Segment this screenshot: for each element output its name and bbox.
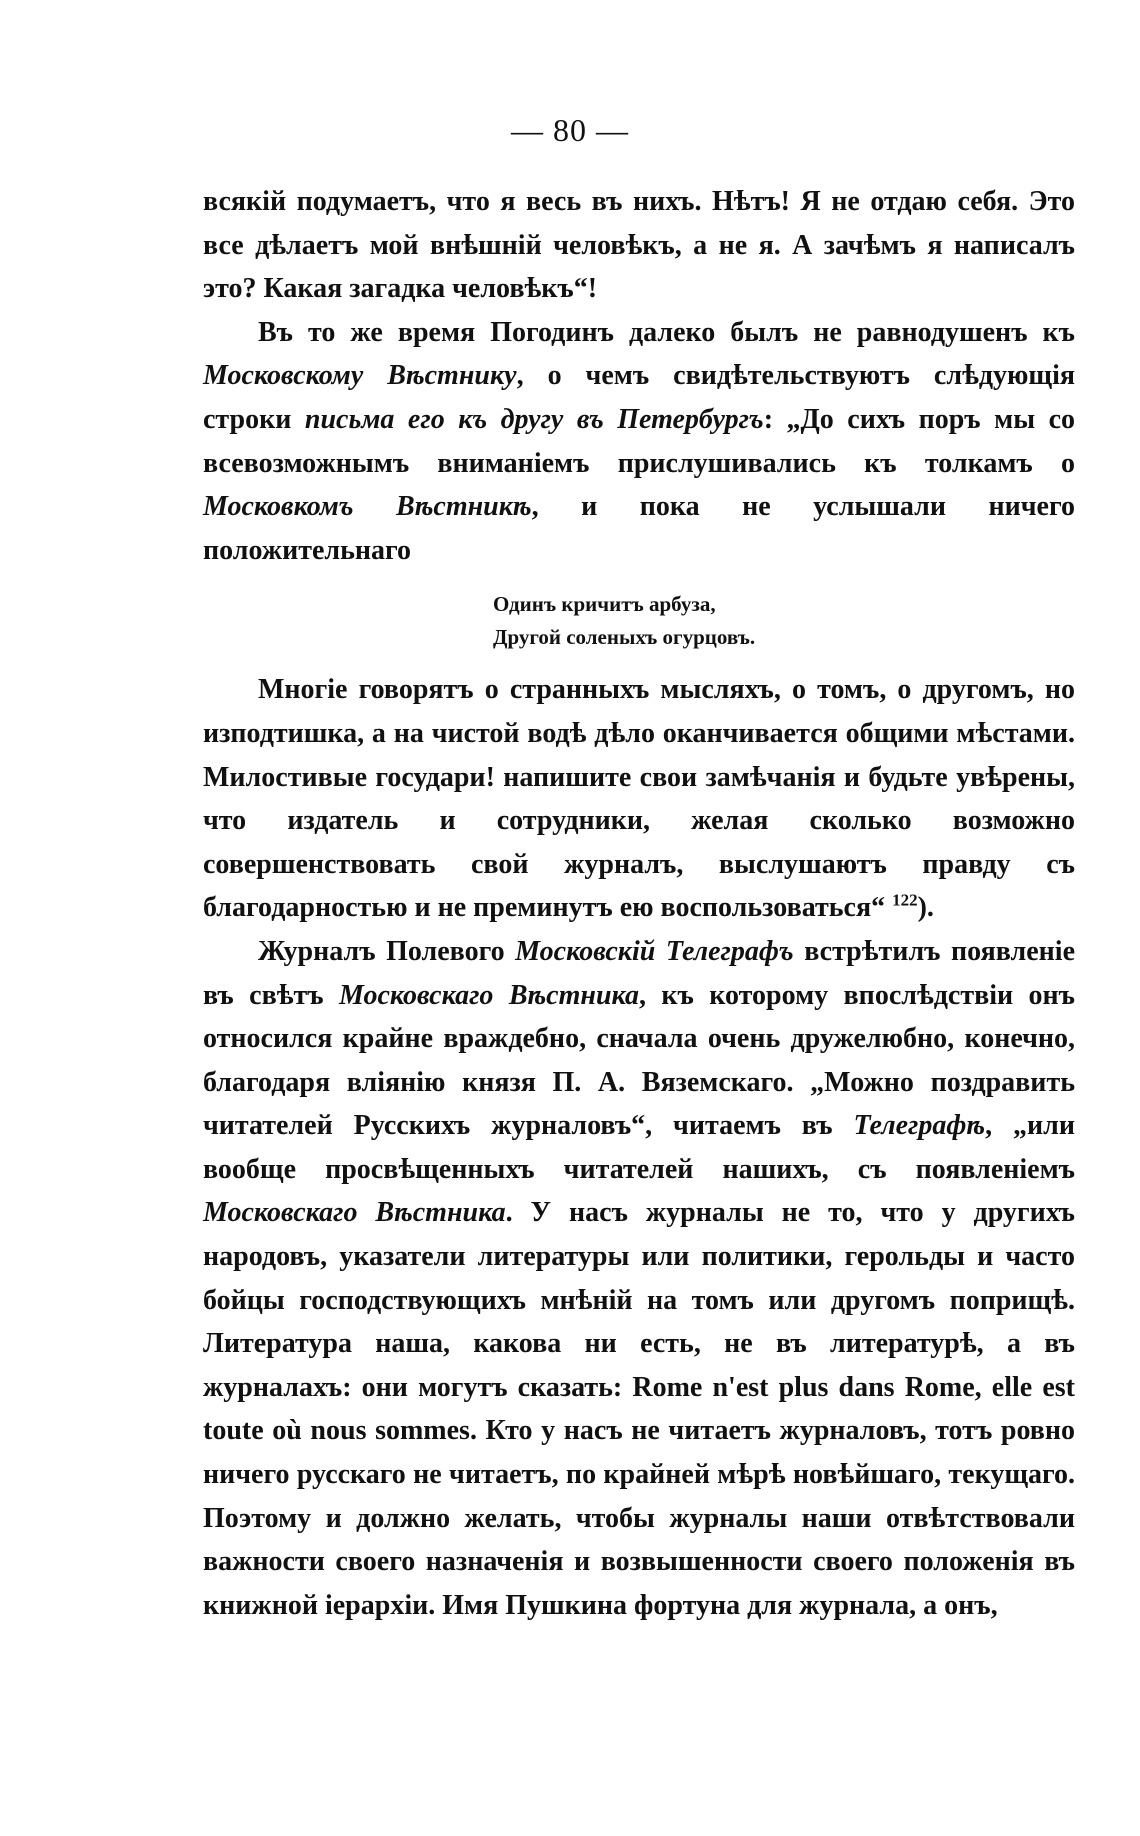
- italic-title: Московскій Телеграфъ: [515, 935, 794, 967]
- text-run: встрѣтилъ появленіе въ свѣтъ: [203, 935, 1076, 1011]
- text-run: . У насъ журналы не то, что у другихъ народовъ, указатели литературы или политики, герольды и часто бойцы господствующихъ мнѣній на томъ или другомъ поприщѣ. Литература наша, какова ни есть, не въ литературѣ, а въ журналахъ: они могутъ сказать: Rome n'est plus dans Rome, elle est toute où nous sommes. Кто у насъ не читаетъ журналовъ, тотъ ровно ничего русскаго не читаетъ, по крайней мѣрѣ новѣйшаго, текущаго. Поэтому и должно желать, чтобы журналы наши отвѣтствовали важности своего назначенія и возвышенности своего положенія въ книжной іерархіи. Имя Пушкина фортуна для журнала, а онъ,: [203, 1197, 1075, 1621]
- verse-line-2: Другой соленыхъ огурцовъ.: [493, 625, 756, 650]
- paragraph-2: [203, 311, 1075, 573]
- footnote-ref: 122: [892, 890, 918, 910]
- body-text: [203, 180, 1075, 1627]
- italic-title: Московскому Вѣстнику: [203, 360, 517, 392]
- verse-quote: [493, 588, 1075, 654]
- italic-title: Московкомъ Вѣстникѣ: [203, 491, 532, 523]
- paragraph-3: [203, 668, 1075, 930]
- italic-title: Московскаго Вѣстника: [338, 979, 640, 1011]
- text-run: , и пока не услышали ничего положительнаго: [203, 491, 1075, 566]
- paragraph-1: [203, 180, 1075, 311]
- italic-title: Телеграфѣ: [853, 1110, 986, 1142]
- verse-line-1: Одинъ кричитъ арбуза,: [493, 592, 716, 617]
- text-run: : „До сихъ поръ мы со всевозможнымъ вниманіемъ прислушивались къ толкамъ о: [203, 403, 1075, 479]
- text-run: Въ то же время Погодинъ далеко былъ не равнодушенъ къ: [258, 316, 1075, 348]
- text-run: ).: [917, 892, 934, 924]
- text-run: , „или вообще просвѣщенныхъ читателей нашихъ, съ появленіемъ: [203, 1110, 1075, 1185]
- page-number: — 80 —: [511, 112, 629, 148]
- text-run: , о чемъ свидѣтельствуютъ слѣдующія строки: [203, 360, 1075, 435]
- text-run: Многіе говорятъ о странныхъ мысляхъ, о томъ, о другомъ, но изподтишка, а на чистой водѣ дѣло оканчивается общими мѣстами. Милостивые государи! напишите свои замѣчанія и будьте увѣрены, что издатель и сотрудники, желая сколько возможно совершенствовать свой журналъ, выслушаютъ правду съ благодарностью и не преминутъ ею воспользоваться“: [203, 674, 1075, 924]
- italic-title: письма его къ другу въ Петербургъ: [304, 403, 764, 435]
- text-run: , къ которому впослѣдствіи онъ относился крайне враждебно, сначала очень дружелюбно, конечно, благодаря вліянію князя П. А. Вяземскаго. „Можно поздравить читателей Русскихъ журналовъ“, читаемъ въ: [203, 979, 1075, 1142]
- text-run: Журналъ Полевого: [258, 935, 516, 967]
- text-run: всякій подумаетъ, что я весь въ нихъ. Нѣтъ! Я не отдаю себя. Это все дѣлаетъ мой внѣшній человѣкъ, а не я. А зачѣмъ я написалъ это? Какая загадка человѣкъ“!: [203, 186, 1075, 305]
- paragraph-4: [203, 930, 1075, 1628]
- italic-title: Московскаго Вѣстника: [203, 1197, 506, 1229]
